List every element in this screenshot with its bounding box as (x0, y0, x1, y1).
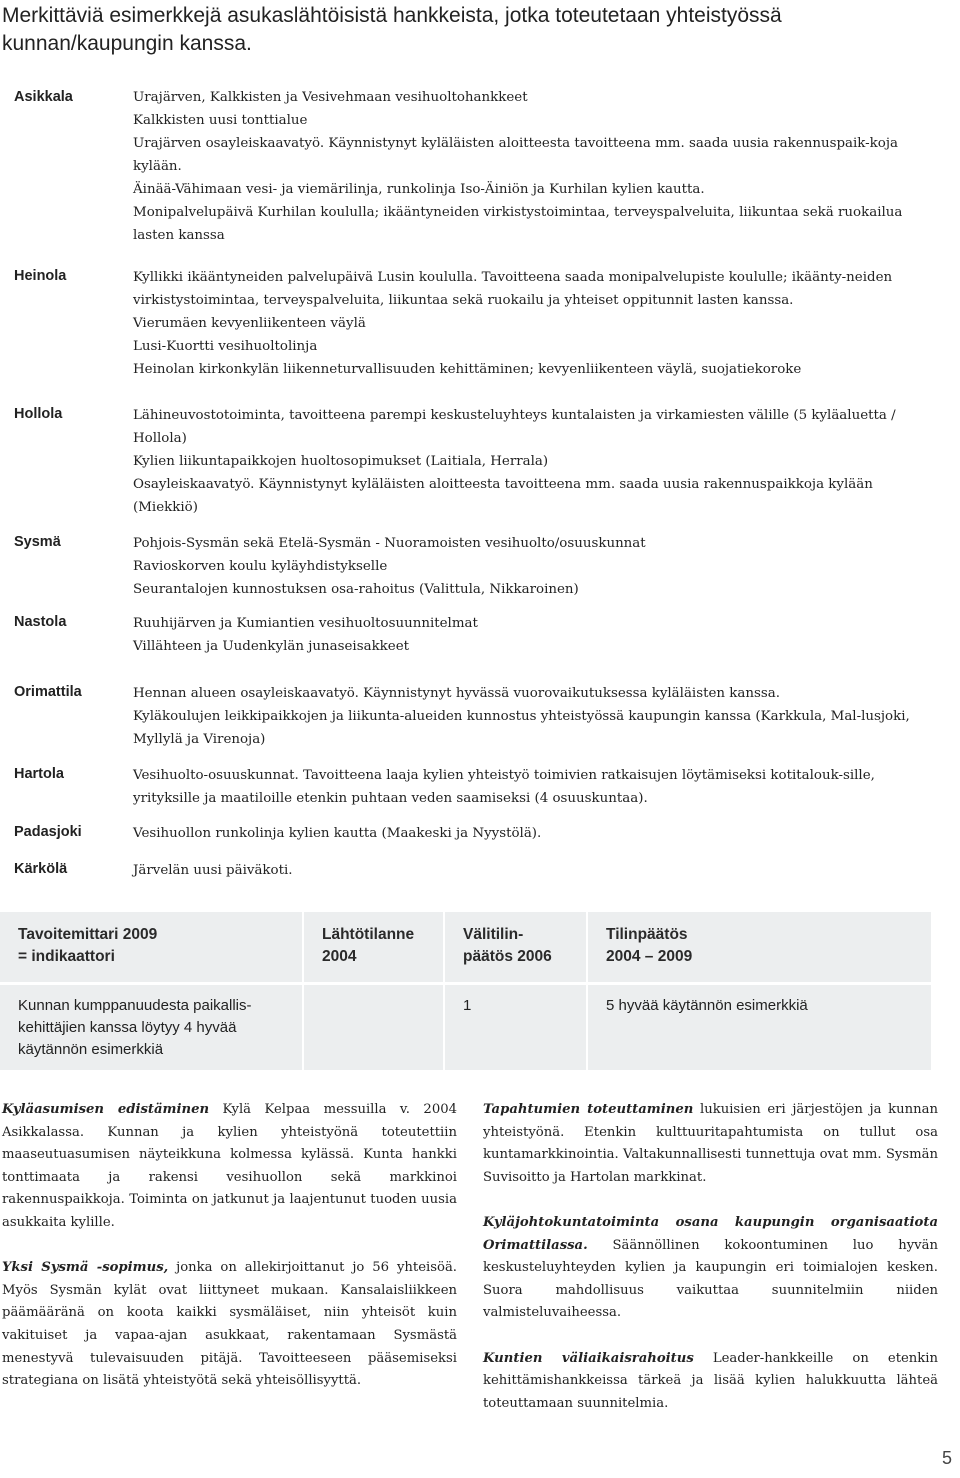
paragraph-lead: Kuntien väliaikaisrahoitus (483, 1350, 694, 1366)
table-header-line: Tilinpäätös (606, 926, 688, 943)
municipality-projects (133, 682, 928, 751)
municipality-name: Sysmä (14, 534, 61, 550)
project-line: Vesihuollon runkolinja kylien kautta (Maakeski ja Nyystölä). (133, 826, 542, 841)
municipality-name: Orimattila (14, 684, 82, 700)
table-header-line: Tavoitemittari 2009 (18, 926, 158, 943)
municipality-name: Heinola (14, 268, 67, 284)
project-line: Äinää-Vähimaan vesi- ja viemärilinja, runkolinja Iso-Äiniön ja Kurhilan kylien kautta. (133, 182, 705, 197)
municipality-projects (133, 86, 928, 247)
table-cell-line: 5 hyvää käytännön esimerkkiä (606, 997, 808, 1014)
paragraph (483, 1212, 938, 1325)
table-header-line: 2004 (322, 948, 357, 965)
table-header-line: päätös 2006 (463, 948, 552, 965)
table-cell-line: käytännön esimerkkiä (18, 1041, 164, 1058)
table-header-baseline (304, 912, 443, 982)
project-line: Pohjois-Sysmän sekä Etelä-Sysmän - Nuoramoisten vesihuolto/osuuskunnat (133, 536, 646, 551)
paragraph-lead: Yksi Sysmä -sopimus, (2, 1260, 169, 1276)
table-header-line: = indikaattori (18, 948, 115, 965)
left-column (2, 1099, 457, 1415)
project-line: Villähteen ja Uudenkylän junaseisakkeet (133, 639, 410, 654)
page-number: 5 (941, 1448, 952, 1468)
table-header-indicator (0, 912, 302, 982)
municipality-name: Hollola (14, 406, 63, 422)
table-cell-baseline (304, 985, 443, 1070)
table-cell-line: kehittäjien kanssa löytyy 4 hyvää (18, 1019, 237, 1036)
project-line: Hennan alueen osayleiskaavatyö. Käynnistynyt hyvässä vuorovaikutuksessa kyläläisten kanssa. (133, 686, 780, 701)
paragraph (2, 1099, 457, 1235)
paragraph-lead: Tapahtumien toteuttaminen (483, 1102, 694, 1117)
paragraph-lead: Kyläjohtokuntatoiminta osana kaupungin organisaatiota Orimattilassa. (483, 1214, 938, 1253)
paragraph-text: Säännöllinen kokoontuminen luo hyvän keskusteluyhteyden kylien ja kaupungin eri toimialojen kesken. Suora mahdollisuus vaikuttaa suunnitelmiin niiden valmisteluvaiheessa. (483, 1237, 938, 1321)
project-line: Kalkkisten uusi tonttialue (133, 113, 308, 128)
municipality-name: Kärkölä (14, 861, 68, 877)
municipality-projects (133, 859, 928, 882)
project-line: Urajärven osayleiskaavatyö. Käynnistynyt kyläläisten aloitteesta tavoitteena mm. saada uusia rakennuspaik-koja kylään. (133, 136, 898, 174)
municipality-name: Hartola (14, 766, 64, 782)
municipality-projects (133, 266, 928, 381)
paragraph (2, 1257, 457, 1393)
municipality-projects (133, 532, 928, 601)
project-line: Monipalvelupäivä Kurhilan koululla; ikääntyneiden virkistystoimintaa, terveyspalveluita, liikuntaa sekä ruokailua lasten kanssa (133, 205, 903, 243)
municipality-name: Padasjoki (14, 824, 82, 840)
project-line: Urajärven, Kalkkisten ja Vesivehmaan vesihuoltohankkeet (133, 90, 528, 105)
table-cell-line: 1 (463, 997, 472, 1014)
project-line: Lusi-Kuortti vesihuoltolinja (133, 339, 318, 354)
municipality-projects (133, 764, 928, 810)
table-header-line: Välitilin- (463, 926, 524, 943)
project-line: Ravioskorven koulu kyläyhdistykselle (133, 559, 388, 574)
table-cell-final (588, 985, 931, 1070)
project-line: Vesihuolto-osuuskunnat. Tavoitteena laaja kylien yhteistyö toimivien ratkaisujen löytämiseksi kotitalouk-sille, yrityksille ja maatiloille etenkin puhtaan veden saamiseksi (4 osuuskuntaa). (133, 768, 875, 806)
municipality-name: Asikkala (14, 89, 73, 105)
table-cell-indicator (0, 985, 302, 1070)
project-line: Osayleiskaavatyö. Käynnistynyt kyläläisten aloitteesta tavoitteena mm. saada uusia rakennuspaikkoja kylään (Miekkiö) (133, 477, 873, 515)
project-line: Järvelän uusi päiväkoti. (133, 863, 293, 878)
page-title: Merkittäviä esimerkkejä asukaslähtöisistä hankkeista, jotka toteutetaan yhteistyössä kunnan/kaupungin kanssa. (2, 4, 782, 55)
project-line: Vierumäen kevyenliikenteen väylä (133, 316, 366, 331)
table-header-line: Lähtötilanne (322, 926, 415, 943)
municipality-name: Nastola (14, 614, 67, 630)
paragraph (483, 1099, 938, 1189)
paragraph-lead: Kyläasumisen edistäminen (2, 1102, 210, 1117)
municipality-projects (133, 404, 928, 519)
project-line: Kyllikki ikääntyneiden palvelupäivä Lusin koululla. Tavoitteena saada monipalvelupiste koululle; ikäänty-neiden virkistystoimintaa, terveyspalveluita, liikuntaa sekä ruokailu ja yhteiset oppitunnit lasten kanssa. (133, 270, 893, 308)
municipality-projects (133, 822, 928, 845)
paragraph-text: lukuisien eri järjestöjen ja kunnan yhteistyönä. Etenkin kulttuuritapahtumista on tullut osa kuntamarkkinointia. Valtakunnallisesti tunnettuja ovat mm. Sysmän Suvisoitto ja Hartolan markkinat. (483, 1102, 938, 1185)
project-line: Kyläkoulujen leikkipaikkojen ja liikunta-alueiden kunnostus yhteistyössä kaupungin kanssa (Karkkula, Mal-lusjoki, Myllylä ja Virenoja) (133, 709, 910, 747)
table-cell-line: Kunnan kumppanuudesta paikallis- (18, 997, 252, 1014)
table-header-line: 2004 – 2009 (606, 948, 693, 965)
municipality-projects (133, 612, 928, 658)
paragraph-text: jonka on allekirjoittanut jo 56 yhteisöä. Myös Sysmän kylät ovat liittyneet mukaan. Kansalaisliikkeen päämääränä on koota kaikki sysmäläiset, niin yhteisöt kuin vakituiset ja vapaa-ajan asukkaat, rakentamaan Sysmästä menestyvä tulevaisuuden pitäjä. Tavoitteeseen pääsemiseksi strategiana on lisätä yhteistyötä sekä yhteisöllisyyttä. (2, 1260, 457, 1389)
project-line: Seurantalojen kunnostuksen osa-rahoitus (Valittula, Nikkaroinen) (133, 582, 579, 597)
paragraph-text: Kylä Kelpaa messuilla v. 2004 Asikkalassa. Kunnan ja kylien yhteistyönä toteutettiin maaseutuasumisen näyteikkuna kolmessa kylässä. Kunta hankki tonttimaata ja rakensi vesihuollon sekä markkinoi rakennuspaikkoja. Toiminta on jatkunut ja laajentunut tuoden uusia asukkaita kylille. (2, 1102, 457, 1230)
project-line: Lähineuvostotoiminta, tavoitteena parempi keskusteluyhteys kuntalaisten ja virkamiesten välille (5 kyläaluetta / Hollola) (133, 408, 896, 446)
project-line: Kylien liikuntapaikkojen huoltosopimukset (Laitiala, Herrala) (133, 454, 549, 469)
paragraph (483, 1348, 938, 1416)
project-line: Heinolan kirkonkylän liikenneturvallisuuden kehittäminen; kevyenliikenteen väylä, suojatiekoroke (133, 362, 802, 377)
table-header-interim (445, 912, 586, 982)
project-line: Ruuhijärven ja Kumiantien vesihuoltosuunnitelmat (133, 616, 478, 631)
table-cell-interim (445, 985, 586, 1070)
right-column (483, 1099, 938, 1438)
paragraph-text: Leader-hankkeille on etenkin kehittämishankkeissa tärkeä ja lisää kylien halukkuutta lähteä toteuttamaan suunnitelmia. (483, 1350, 939, 1411)
table-header-final (588, 912, 931, 982)
